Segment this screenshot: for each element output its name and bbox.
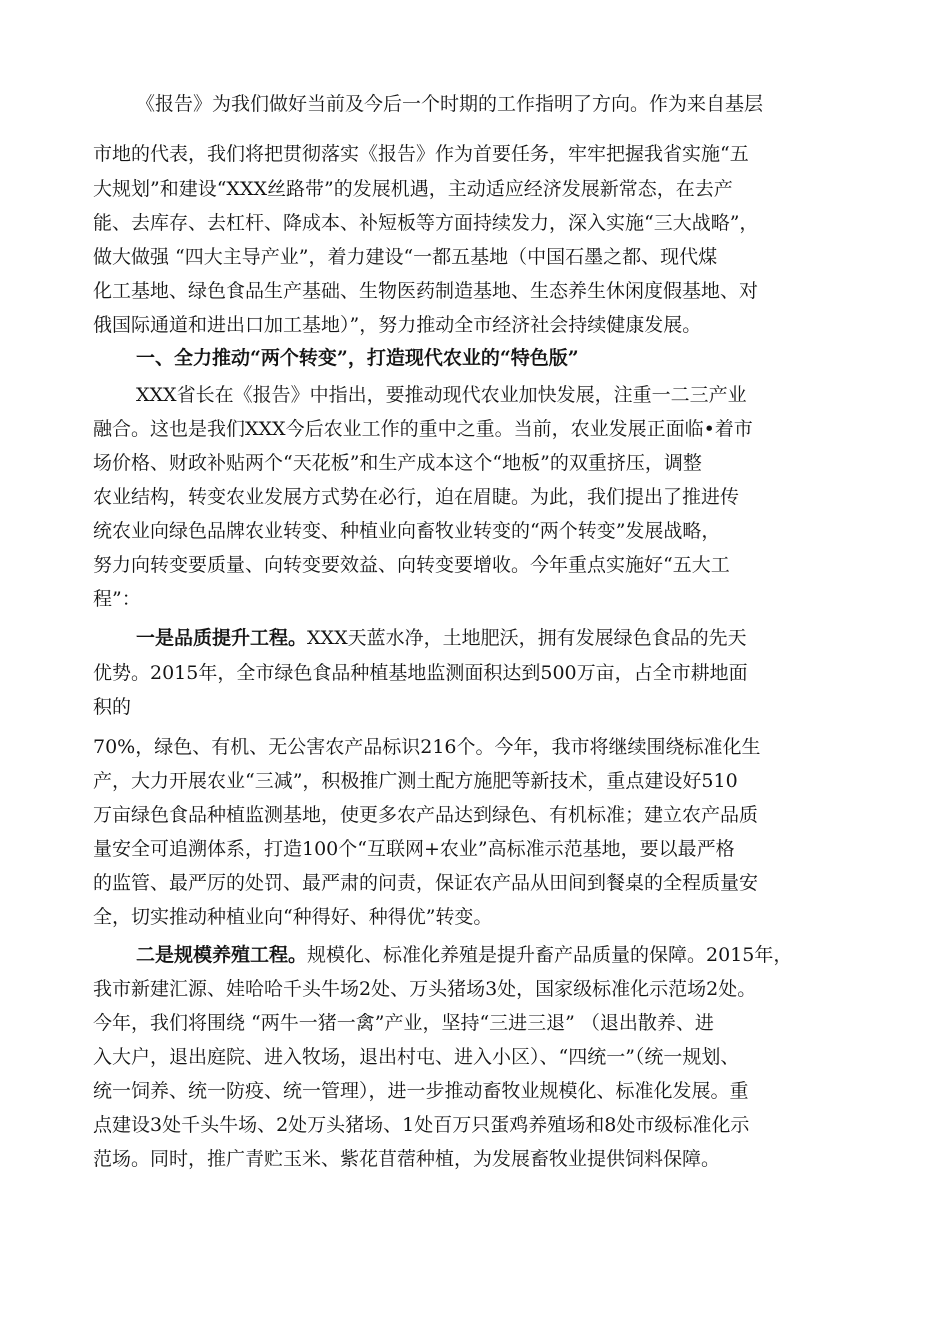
paragraph-4-line-3: 今年，我们将围绕 “两牛一猪一禽”产业，坚持“三进三退” （退出散养、进 bbox=[93, 1012, 714, 1034]
paragraph-4-line-1-text: 规模化、标准化养殖是提升畜产品质量的保障。2015年， bbox=[307, 944, 793, 966]
paragraph-3-line-1 bbox=[136, 626, 747, 650]
paragraph-4-line-1 bbox=[136, 943, 792, 967]
paragraph-4-line-6: 点建设3处千头牛场、2处万头猪场、1处百万只蛋鸡养殖场和8处市级标准化示 bbox=[93, 1114, 750, 1136]
paragraph-4-line-4: 入大户，退出庭院、进入牧场，退出村屯、进入小区）、“四统一”（统一规划、 bbox=[93, 1046, 740, 1068]
paragraph-1-line-7: 俄国际通道和进出口加工基地）”，努力推动全市经济社会持续健康发展。 bbox=[93, 314, 702, 336]
paragraph-1-line-3: 大规划”和建设“XXX丝路带”的发展机遇，主动适应经济发展新常态，在去产 bbox=[93, 178, 733, 200]
paragraph-1-line-2: 市地的代表，我们将把贯彻落实《报告》作为首要任务，牢牢把握我省实施“五 bbox=[93, 143, 749, 165]
paragraph-2-line-4: 农业结构，转变农业发展方式势在必行，迫在眉睫。为此，我们提出了推进传 bbox=[93, 486, 740, 508]
item-heading-scale: 二是规模养殖工程。 bbox=[136, 944, 308, 966]
paragraph-3-line-1-text: XXX天蓝水净，土地肥沃，拥有发展绿色食品的先天 bbox=[307, 627, 747, 649]
section-heading-1: 一、全力推动“两个转变”，打造现代农业的“特色版” bbox=[136, 347, 579, 369]
paragraph-2-line-3: 场价格、财政补贴两个“天花板”和生产成本这个“地板”的双重挤压，调整 bbox=[93, 452, 702, 474]
paragraph-3-line-4: 70%，绿色、有机、无公害农产品标识216个。今年，我市将继续围绕标准化生 bbox=[93, 736, 761, 758]
paragraph-3-line-9: 全，切实推动种植业向“种得好、种得优”转变。 bbox=[93, 906, 493, 928]
paragraph-2-line-2: 融合。这也是我们XXX今后农业工作的重中之重。当前，农业发展正面临•着市 bbox=[93, 418, 753, 440]
paragraph-1-line-5: 做大做强 “四大主导产业”，着力建设“一都五基地（中国石墨之都、现代煤 bbox=[93, 246, 718, 268]
paragraph-1-line-4: 能、去库存、去杠杆、降成本、补短板等方面持续发力，深入实施“三大战略”， bbox=[93, 212, 759, 234]
paragraph-3-line-8: 的监管、最严厉的处罚、最严肃的问责，保证农产品从田间到餐桌的全程质量安 bbox=[93, 872, 759, 894]
paragraph-3-line-6: 万亩绿色食品种植监测基地，使更多农产品达到绿色、有机标准；建立农产品质 bbox=[93, 804, 759, 826]
paragraph-1-line-6: 化工基地、绿色食品生产基础、生物医药制造基地、生态养生休闲度假基地、对 bbox=[93, 280, 759, 302]
paragraph-4-line-7: 范场。同时，推广青贮玉米、紫花苜蓿种植，为发展畜牧业提供饲料保障。 bbox=[93, 1148, 721, 1170]
paragraph-4-line-5: 统一饲养、统一防疫、统一管理），进一步推动畜牧业规模化、标准化发展。重 bbox=[93, 1080, 749, 1102]
paragraph-4-line-2: 我市新建汇源、娃哈哈千头牛场2处、万头猪场3处，国家级标准化示范场2处。 bbox=[93, 978, 757, 1000]
paragraph-3-line-3: 积的 bbox=[93, 696, 132, 718]
paragraph-2-line-7: 程”： bbox=[93, 588, 141, 610]
paragraph-2-line-1: XXX省长在《报告》中指出，要推动现代农业加快发展，注重一二三产业 bbox=[136, 384, 747, 406]
paragraph-3-line-5: 产，大力开展农业“三减”，积极推广测土配方施肥等新技术，重点建设好510 bbox=[93, 770, 738, 792]
item-heading-quality: 一是品质提升工程。 bbox=[136, 627, 308, 649]
paragraph-3-line-7: 量安全可追溯体系，打造100个“互联网+农业”高标准示范基地，要以最严格 bbox=[93, 838, 735, 860]
paragraph-1-line-1: 《报告》为我们做好当前及今后一个时期的工作指明了方向。作为来自基层 bbox=[136, 93, 764, 115]
paragraph-2-line-6: 努力向转变要质量、向转变要效益、向转变要增收。今年重点实施好“五大工 bbox=[93, 554, 730, 576]
paragraph-2-line-5: 统农业向绿色品牌农业转变、种植业向畜牧业转变的“两个转变”发展战略， bbox=[93, 520, 721, 542]
paragraph-3-line-2: 优势。2015年，全市绿色食品种植基地监测面积达到500万亩，占全市耕地面 bbox=[93, 662, 748, 684]
